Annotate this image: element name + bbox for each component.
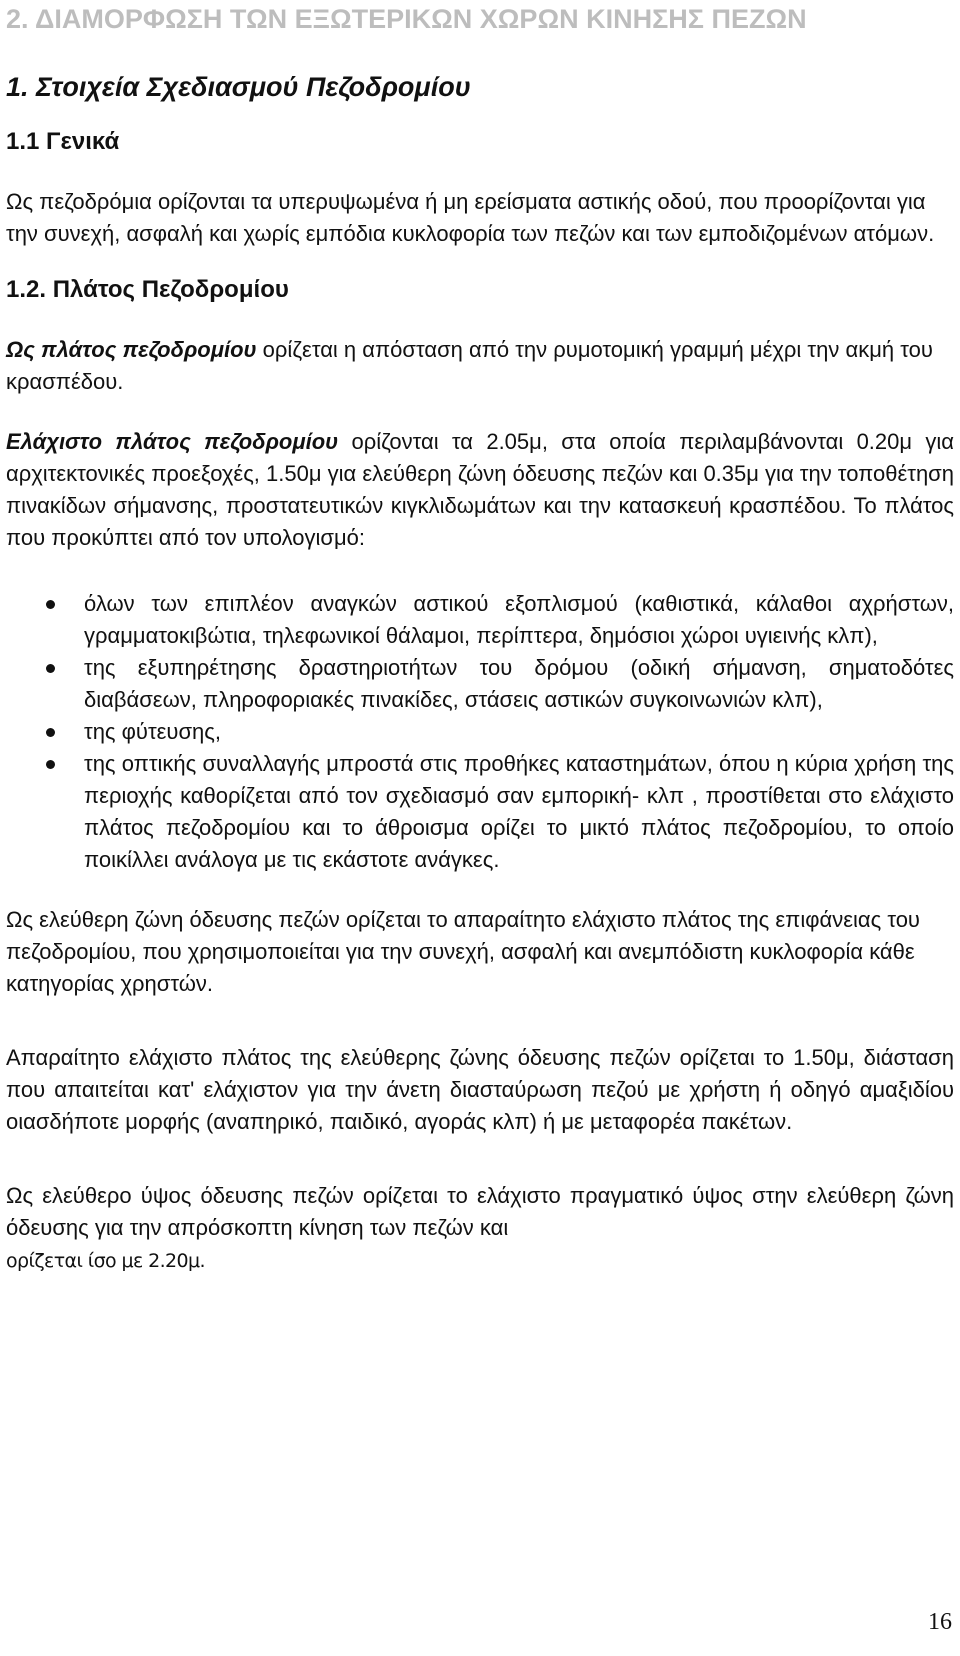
requirements-list bbox=[6, 588, 954, 876]
minimum-width-paragraph bbox=[6, 426, 954, 554]
width-definition-paragraph bbox=[6, 334, 954, 398]
document-page bbox=[6, 0, 954, 1277]
general-paragraph: Ως πεζοδρόμια ορίζονται τα υπερυψωμένα ή μη ερείσματα αστικής οδού, που προορίζονται για την συνεχή, ασφαλή και χωρίς εμπόδια κυκλοφορία των πεζών και των εμποδιζομένων ατόμων. bbox=[6, 189, 935, 246]
page-number: 16 bbox=[928, 1609, 952, 1635]
free-height-value-text: ορίζεται ίσο με 2.20μ. bbox=[6, 1250, 205, 1272]
minimum-width-text: ορίζονται τα 2.05μ, στα οποία περιλαμβάνονται 0.20μ για αρχιτεκτονικές προεξοχές, 1.50μ για ελεύθερη ζώνη όδευσης πεζών και 0.35μ για την τοποθέτηση πινακίδων σήμανσης, προστατευτικών κιγκλιδωμάτων και την κατασκευή κρασπέδου. Το πλάτος που προκύπτει από τον υπολογισμό: bbox=[6, 429, 954, 550]
list-item bbox=[6, 588, 954, 652]
list-item-text: όλων των επιπλέον αναγκών αστικού εξοπλισμού (καθιστικά, κάλαθοι αχρήστων, γραμματοκιβώτια, τηλεφωνικοί θάλαμοι, περίπτερα, δημόσιοι χώροι υγιεινής κλπ), bbox=[84, 591, 954, 648]
list-item-text: της εξυπηρέτησης δραστηριοτήτων του δρόμου (οδική σήμανση, σηματοδότες διαβάσεων, πληροφοριακές πινακίδες, στάσεις αστικών συγκοινωνιών κλπ), bbox=[84, 655, 954, 712]
list-item bbox=[6, 716, 954, 748]
part-heading: 2. ΔΙΑΜΟΡΦΩΣΗ ΤΩΝ ΕΞΩΤΕΡΙΚΩΝ ΧΩΡΩΝ ΚΙΝΗΣΗΣ ΠΕΖΩΝ bbox=[6, 4, 807, 34]
section-heading-width: 1.2. Πλάτος Πεζοδρομίου bbox=[6, 276, 289, 303]
section-heading-general: 1.1 Γενικά bbox=[6, 128, 120, 155]
list-item bbox=[6, 748, 954, 876]
bullet-icon bbox=[46, 600, 55, 609]
bullet-icon bbox=[46, 728, 55, 737]
list-item-text: της οπτικής συναλλαγής μπροστά στις προθήκες καταστημάτων, όπου η κύρια χρήση της περιοχής καθορίζεται από τον σχεδιασμό σαν εμπορική- κλπ , προστίθεται στο ελάχιστο πλάτος πεζοδρομίου και το άθροισμα ορίζει το μικτό πλάτος πεζοδρομίου, το οποίο ποικίλλει ανάλογα με τις εκάστοτε ανάγκες. bbox=[84, 751, 954, 872]
minimum-width-term: Ελάχιστο πλάτος πεζοδρομίου bbox=[6, 429, 339, 454]
list-item-text: της φύτευσης, bbox=[84, 719, 221, 744]
free-zone-minimum-paragraph: Απαραίτητο ελάχιστο πλάτος της ελεύθερης ζώνης όδευσης πεζών ορίζεται το 1.50μ, διάσταση που απαιτείται κατ' ελάχιστον για την άνετη διασταύρωση πεζού με χρήστη ή οδηγό αμαξιδίου οιασδήποτε μορφής (αναπηρικό, παιδικό, αγοράς κλπ) ή με μεταφορέα πακέτων. bbox=[6, 1045, 954, 1134]
list-item bbox=[6, 652, 954, 716]
width-definition-term: Ως πλάτος πεζοδρομίου bbox=[6, 337, 257, 362]
bullet-icon bbox=[46, 664, 55, 673]
chapter-heading: 1. Στοιχεία Σχεδιασμού Πεζοδρομίου bbox=[6, 72, 471, 102]
free-zone-definition-paragraph: Ως ελεύθερη ζώνη όδευσης πεζών ορίζεται το απαραίτητο ελάχιστο πλάτος της επιφάνειας του πεζοδρομίου, που χρησιμοποιείται για την συνεχή, ασφαλή και ανεμπόδιστη κυκλοφορία κάθε κατηγορίας χρηστών. bbox=[6, 907, 920, 996]
free-height-paragraph bbox=[6, 1180, 954, 1277]
free-height-text: Ως ελεύθερο ύψος όδευσης πεζών ορίζεται το ελάχιστο πραγματικό ύψος στην ελεύθερη ζώνη όδευσης για την απρόσκοπτη κίνηση των πεζών και bbox=[6, 1183, 954, 1240]
bullet-icon bbox=[46, 760, 55, 769]
width-definition-text: ορίζεται η απόσταση από την ρυμοτομική γραμμή μέχρι την ακμή του κρασπέδου. bbox=[6, 337, 933, 394]
